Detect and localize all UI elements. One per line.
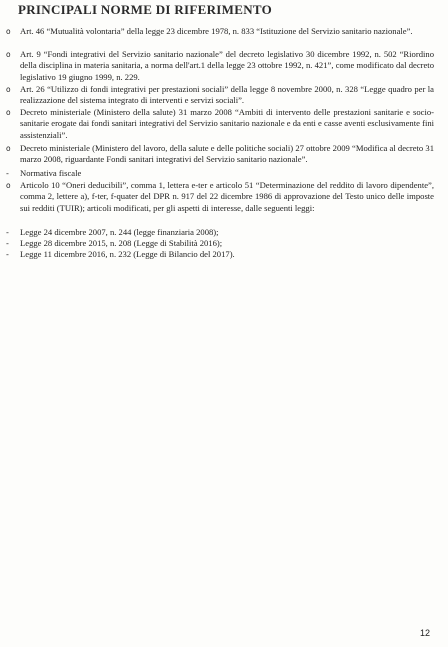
- list-marker: o: [6, 27, 11, 36]
- page-number: 12: [420, 628, 431, 638]
- list-item-text: Art. 26 “Utilizzo di fondi integrativi per prestazioni sociali” della legge 8 novembre 2000, n. 328 “Legge quadro per la realizzazione del sistema integrato di interventi e servizi sociali”.: [20, 84, 434, 106]
- list-item: [6, 49, 434, 83]
- list-marker: o: [6, 50, 11, 59]
- list-item-text: Legge 24 dicembre 2007, n. 244 (legge finanziaria 2008);: [20, 227, 219, 237]
- list-item: [6, 249, 434, 260]
- list-marker: -: [6, 250, 9, 259]
- list-item: [6, 107, 434, 141]
- list-item-text: Decreto ministeriale (Ministero della salute) 31 marzo 2008 “Ambiti di intervento delle prestazioni sanitarie e socio-sanitarie erogate dai fondi sanitari integrativi del Servizio sanitario nazionale e da enti e casse aventi esclusivamente fini assistenziali”.: [20, 107, 435, 140]
- list-marker: o: [6, 181, 11, 190]
- list-marker: -: [6, 228, 9, 237]
- list-item-text: Articolo 10 “Oneri deducibili”, comma 1, lettera e-ter e articolo 51 “Determinazione del reddito di lavoro dipendente”, comma 2, lettere a), f-ter, f-quater del DPR n. 917 del 22 dicembre 1986 di approvazione del Testo unico delle imposte sui redditi (TUIR); articoli modificati, per gli aspetti di interesse, dalle seguenti leggi:: [20, 180, 434, 213]
- list-item: [6, 26, 434, 37]
- list-item: [6, 143, 434, 166]
- list-item: [6, 168, 434, 179]
- list-marker: -: [6, 239, 9, 248]
- list-marker: o: [6, 144, 11, 153]
- list-marker: -: [6, 169, 9, 178]
- list-item: [6, 84, 434, 107]
- list-item: [6, 238, 434, 249]
- list-item-text: Art. 46 “Mutualità volontaria” della legge 23 dicembre 1978, n. 833 “Istituzione del Servizio sanitario nazionale”.: [20, 26, 413, 36]
- list-marker: o: [6, 108, 11, 117]
- list-item-text: Normativa fiscale: [20, 168, 82, 178]
- list-marker: o: [6, 85, 11, 94]
- list-item-text: Decreto ministeriale (Ministero del lavoro, della salute e delle politiche sociali) 27 ottobre 2009 “Modifica al decreto 31 marzo 2008, riguardante Fondi sanitari integrativi del Servizio sanitario nazionale”.: [20, 143, 434, 165]
- list-item-text: Art. 9 “Fondi integrativi del Servizio sanitario nazionale” del decreto legislativo 30 dicembre 1992, n. 502 “Riordino della disciplina in materia sanitaria, a norma dell'art.1 della legge 23 ottobre 1992, n. 421”, come modificato dal decreto legislativo 19 giugno 1999, n. 229.: [20, 49, 434, 82]
- list-item-text: Legge 28 dicembre 2015, n. 208 (Legge di Stabilità 2016);: [20, 238, 223, 248]
- list-item-text: Legge 11 dicembre 2016, n. 232 (Legge di Bilancio del 2017).: [20, 249, 235, 259]
- section-title: PRINCIPALI NORME DI RIFERIMENTO: [18, 2, 273, 17]
- list-item: [6, 180, 434, 214]
- list-item: [6, 227, 434, 238]
